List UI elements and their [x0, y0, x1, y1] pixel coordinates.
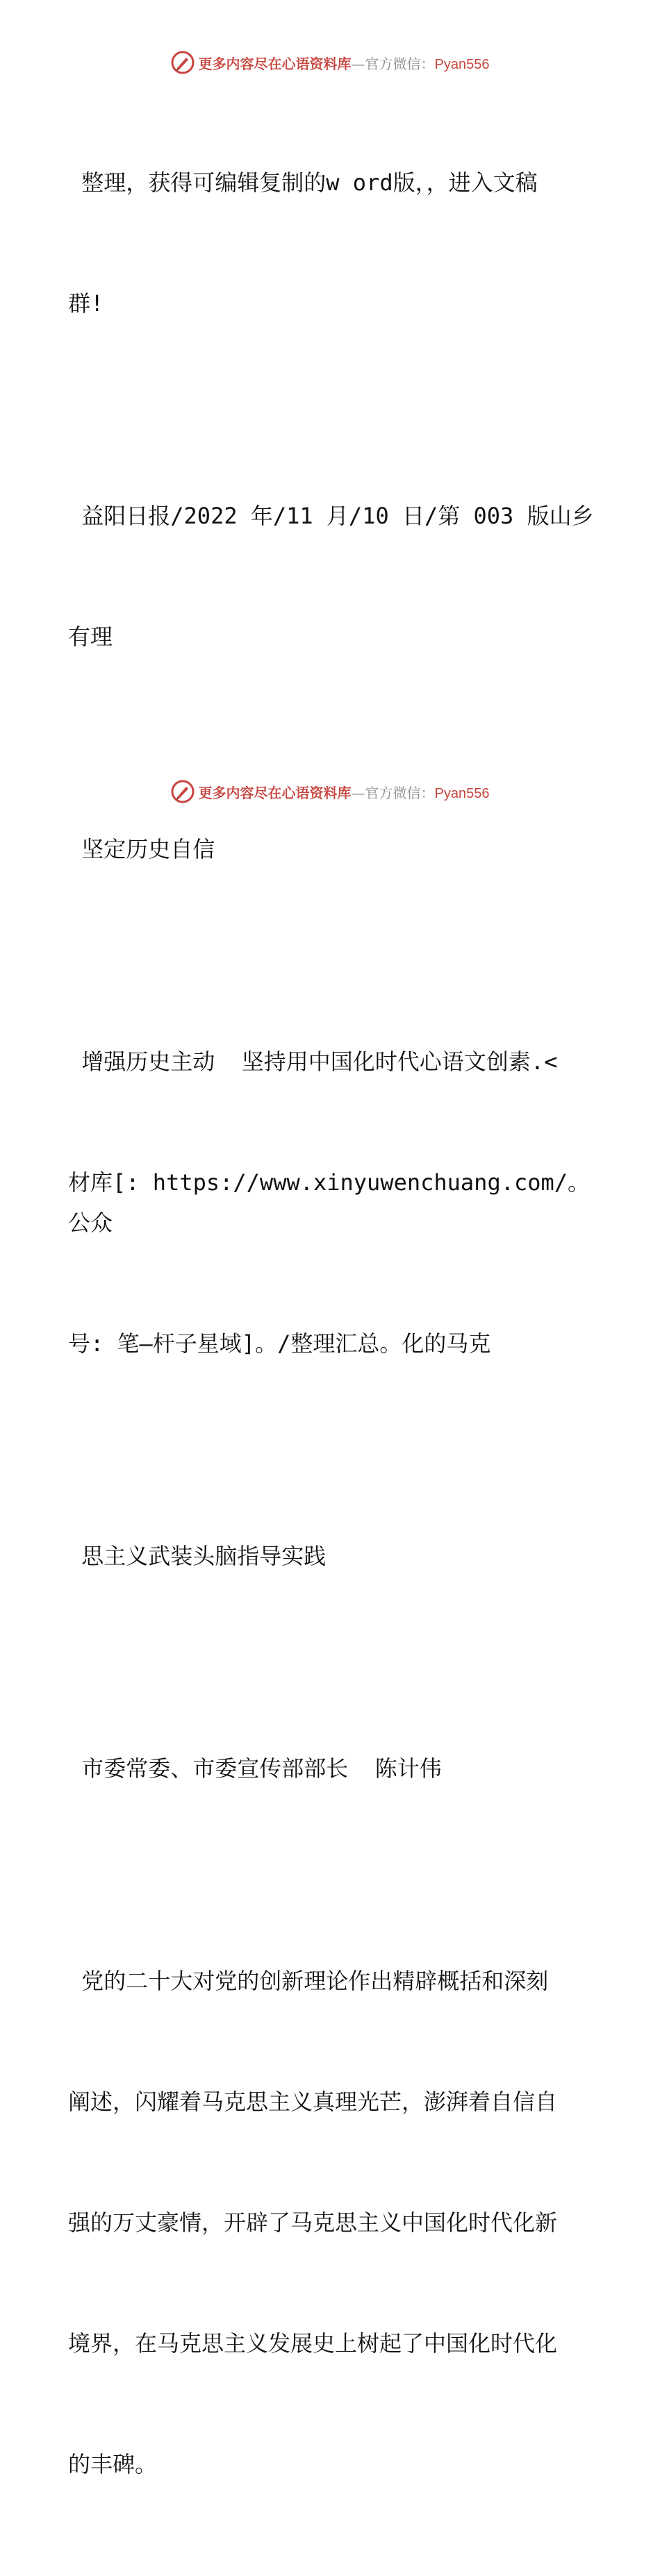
paragraph-source — [68, 415, 596, 737]
header-banner — [0, 49, 660, 76]
paragraph-title-2 — [68, 961, 596, 1444]
text-line: 强的万丈豪情，开辟了马克思主义中国化时代化新 — [68, 2209, 558, 2236]
paragraph-intro — [68, 82, 596, 404]
text-line: 增强历史主动 坚持用中国化时代心语文创素.< — [68, 1048, 558, 1075]
document-body — [68, 82, 596, 2576]
banner-wechat-label: —官方微信： — [351, 784, 435, 801]
text-line: 思主义武装头脑指导实践 — [68, 1543, 327, 1569]
banner-site-name: 更多内容尽在心语资料库 — [198, 784, 352, 801]
paragraph-author — [68, 1668, 596, 1869]
text-line: 境界，在马克思主义发展史上树起了中国化时代化 — [68, 2330, 558, 2357]
text-line: 党的二十大对党的创新理论作出精辟概括和深刻 — [68, 1968, 549, 1994]
footer-banner — [0, 778, 660, 805]
text-line: 有理 — [68, 624, 113, 650]
text-line: 阐述，闪耀着马克思主义真理光芒，澎湃着自信自 — [68, 2089, 558, 2115]
text-line: 群! — [68, 290, 104, 317]
banner-wechat-label: —官方微信： — [351, 55, 435, 72]
text-line: 整理，获得可编辑复制的w ord版，，进入文稿 — [68, 169, 538, 196]
banner-site-name: 更多内容尽在心语资料库 — [198, 55, 352, 72]
paragraph-title-3 — [68, 1455, 596, 1657]
text-line: 的丰碑。 — [68, 2451, 158, 2477]
banner-text — [199, 782, 490, 802]
text-line: 号: 笔—杆子星域]。/整理汇总。化的马克 — [68, 1330, 491, 1357]
text-line: 坚定历史自信 — [68, 836, 215, 862]
pen-logo-icon — [171, 780, 195, 803]
paragraph-body — [68, 1880, 596, 2565]
text-line: 市委常委、市委宣传部部长 陈计伟 — [68, 1755, 442, 1782]
banner-text — [199, 53, 490, 73]
banner-wechat-id: Pyan556 — [434, 56, 490, 72]
banner-wechat-id: Pyan556 — [434, 785, 490, 801]
pen-logo-icon — [171, 51, 195, 74]
text-line: 益阳日报/2022 年/11 月/10 日/第 003 版山乡 — [68, 503, 594, 529]
text-line: 材库[: https://www.xinyuwenchuang.com/。公众 — [68, 1169, 591, 1236]
